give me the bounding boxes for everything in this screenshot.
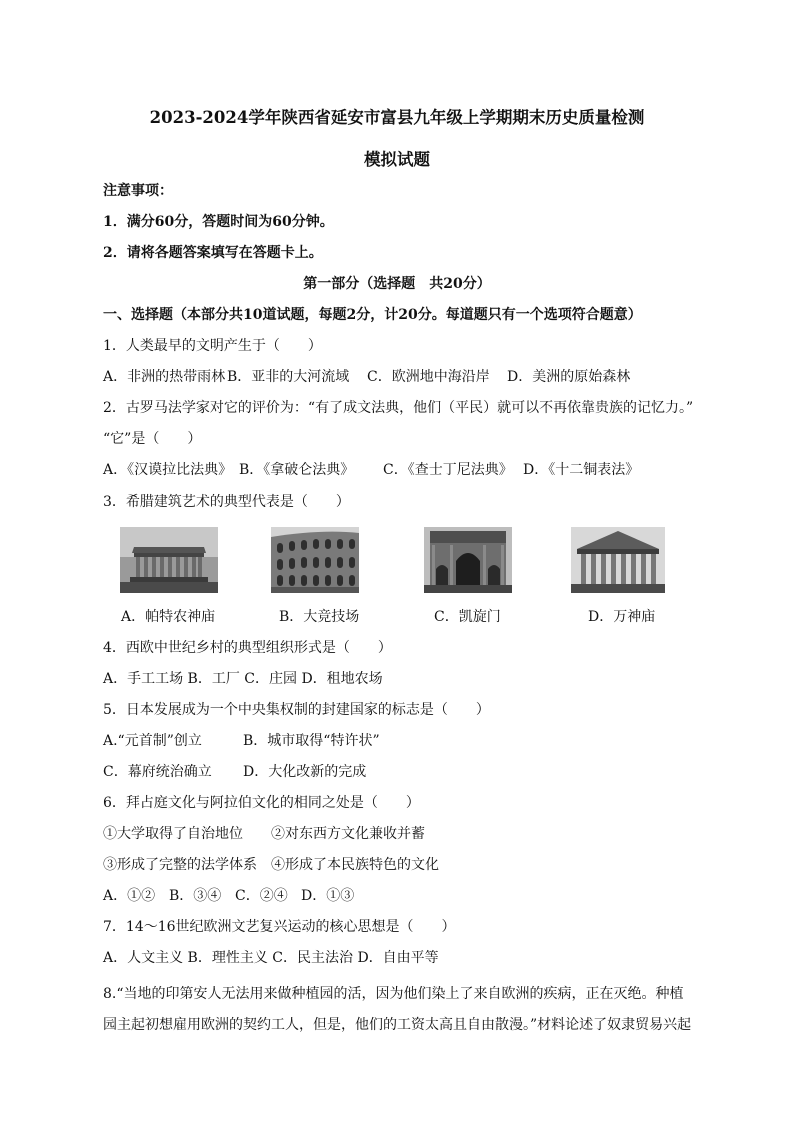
question-4-stem: 4．西欧中世纪乡村的典型组织形式是（ ） <box>103 640 392 656</box>
option-a: A．《汉谟拉比法典》 <box>103 462 233 478</box>
question-6-options <box>103 886 354 906</box>
question-6-items-row2 <box>103 855 439 875</box>
question-5-options-row2 <box>103 762 366 782</box>
exam-title: 2023-2024学年陕西省延安市富县九年级上学期期末历史质量检测 <box>149 108 645 127</box>
option-c: C．《查士丁尼法典》 <box>383 462 513 478</box>
question-4-options: A．手工工场 B．工厂 C．庄园 D．租地农场 <box>103 671 383 687</box>
question-8-stem-cont: 园主起初想雇用欧洲的契约工人，但是，他们的工资太高且自由散漫。”材料论述了奴隶贸易兴起 <box>103 1017 692 1033</box>
question-6-stem: 6．拜占庭文化与阿拉伯文化的相同之处是（ ） <box>103 795 420 811</box>
option-d: D．①③ <box>301 888 355 904</box>
picture-label-d: D．万神庙 <box>588 609 656 625</box>
option-d: D．《十二铜表法》 <box>523 462 640 478</box>
question-1-options <box>103 367 630 387</box>
picture-label-c: C．凯旋门 <box>434 609 501 625</box>
parthenon-photo <box>120 527 218 593</box>
statement-item: ①大学取得了自治地位 <box>103 826 243 842</box>
option-d: D．大化改新的完成 <box>243 764 367 780</box>
option-b: B．亚非的大河流域 <box>227 369 350 385</box>
option-d: D．美洲的原始森林 <box>507 369 631 385</box>
question-6-items-row1 <box>103 824 425 844</box>
option-b: B．城市取得“特许状” <box>243 733 380 749</box>
question-7-stem: 7．14～16世纪欧洲文艺复兴运动的核心思想是（ ） <box>103 919 456 935</box>
pantheon-photo <box>571 527 665 593</box>
section-heading: 一、选择题（本部分共10道试题，每题2分，计20分。每道题只有一个选项符合题意） <box>103 307 642 323</box>
question-2-options <box>103 460 639 480</box>
question-2-stem: 2．古罗马法学家对它的评价为：“有了成文法典，他们（平民）就可以不再依靠贵族的记忆力。” <box>103 400 694 416</box>
question-1-stem: 1．人类最早的文明产生于（ ） <box>103 338 322 354</box>
question-5-stem: 5．日本发展成为一个中央集权制的封建国家的标志是（ ） <box>103 702 490 718</box>
option-b: B．③④ <box>169 888 222 904</box>
statement-item: ④形成了本民族特色的文化 <box>271 857 439 873</box>
question-8-stem: 8.“当地的印第安人无法用来做种植园的活，因为他们染上了来自欧洲的疾病，正在灭绝。种植 <box>103 986 684 1002</box>
option-c: C．幕府统治确立 <box>103 764 212 780</box>
question-2-stem-cont: “它”是（ ） <box>103 431 202 447</box>
option-a: A.“元首制”创立 <box>103 733 202 749</box>
exam-subtitle: 模拟试题 <box>364 150 430 169</box>
option-c: C．欧洲地中海沿岸 <box>367 369 490 385</box>
option-a: A．非洲的热带雨林 <box>103 369 226 385</box>
option-c: C．②④ <box>235 888 288 904</box>
question-3-stem: 3．希腊建筑艺术的典型代表是（ ） <box>103 494 350 510</box>
part-heading: 第一部分（选择题 共20分） <box>303 276 491 292</box>
statement-item: ②对东西方文化兼收并蓄 <box>271 826 425 842</box>
notes-heading: 注意事项： <box>103 183 173 199</box>
picture-label-a: A．帕特农神庙 <box>121 609 216 625</box>
colosseum-photo <box>271 527 359 593</box>
statement-item: ③形成了完整的法学体系 <box>103 857 257 873</box>
question-7-options: A．人文主义 B．理性主义 C．民主法治 D．自由平等 <box>103 950 439 966</box>
note-item: 1．满分60分，答题时间为60分钟。 <box>103 214 334 230</box>
option-a: A．①② <box>103 888 156 904</box>
option-b: B．《拿破仑法典》 <box>239 462 355 478</box>
triumphal-arch-photo <box>424 527 512 593</box>
picture-label-b: B．大竞技场 <box>279 609 360 625</box>
question-5-options-row1 <box>103 731 380 751</box>
note-item: 2．请将各题答案填写在答题卡上。 <box>103 245 323 261</box>
